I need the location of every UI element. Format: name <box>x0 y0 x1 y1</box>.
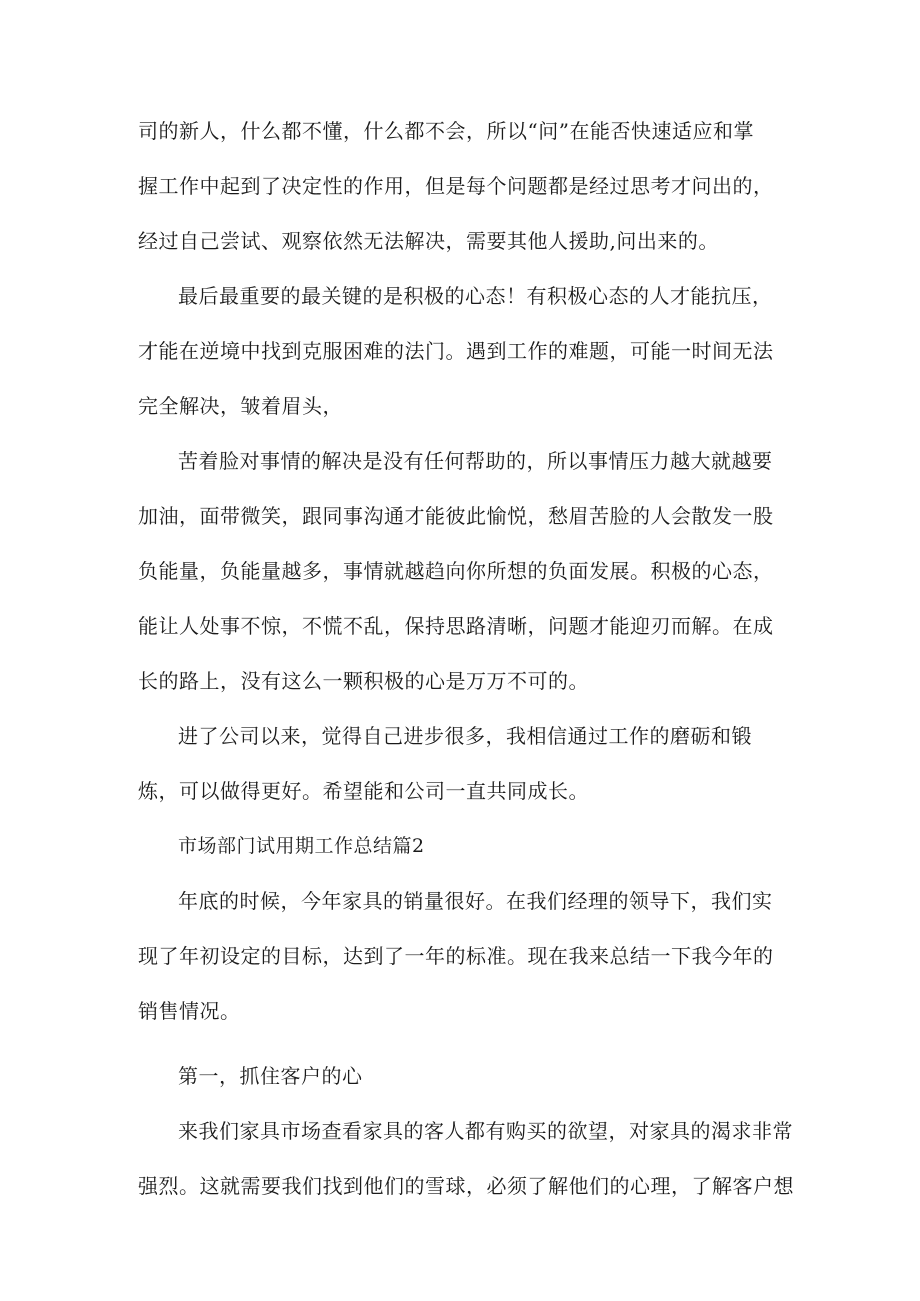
paragraph-line: 加油，面带微笑，跟同事沟通才能彼此愉悦，愁眉苦脸的人会散发一股 <box>138 504 774 528</box>
paragraph-line: 司的新人，什么都不懂，什么都不会，所以“问”在能否快速适应和掌 <box>138 119 754 143</box>
paragraph-line: 炼，可以做得更好。希望能和公司一直共同成长。 <box>138 779 589 803</box>
paragraph-line: 握工作中起到了决定性的作用，但是每个问题都是经过思考才问出的， <box>138 174 774 198</box>
subheading: 第一，抓住客户的心 <box>178 1064 363 1088</box>
paragraph-line: 长的路上，没有这么一颗积极的心是万万不可的。 <box>138 669 589 693</box>
section-heading: 市场部门试用期工作总结篇2 <box>178 835 425 857</box>
paragraph-line: 进了公司以来，觉得自己进步很多，我相信通过工作的磨砺和锻 <box>178 724 752 748</box>
paragraph-line: 经过自己尝试、观察依然无法解决，需要其他人援助,问出来的。 <box>138 229 719 253</box>
paragraph-line: 负能量，负能量越多，事情就越趋向你所想的负面发展。积极的心态， <box>138 559 774 583</box>
paragraph-line: 完全解决，皱着眉头， <box>138 394 343 418</box>
paragraph-line: 才能在逆境中找到克服困难的法门。遇到工作的难题，可能一时间无法 <box>138 339 774 363</box>
paragraph-line: 苦着脸对事情的解决是没有任何帮助的，所以事情压力越大就越要 <box>178 449 773 473</box>
paragraph-line: 强烈。这就需要我们找到他们的雪球，必须了解他们的心理，了解客户想 <box>138 1174 794 1198</box>
paragraph-line: 来我们家具市场查看家具的客人都有购买的欲望，对家具的渴求非常 <box>178 1119 793 1143</box>
paragraph-line: 年底的时候，今年家具的销量很好。在我们经理的领导下，我们实 <box>178 889 773 913</box>
paragraph-line: 最后最重要的最关键的是积极的心态！有积极心态的人才能抗压， <box>178 284 773 308</box>
paragraph-line: 销售情况。 <box>138 999 241 1023</box>
paragraph-line: 能让人处事不惊，不慌不乱，保持思路清晰，问题才能迎刃而解。在成 <box>138 614 774 638</box>
paragraph-line: 现了年初设定的目标，达到了一年的标准。现在我来总结一下我今年的 <box>138 944 774 968</box>
